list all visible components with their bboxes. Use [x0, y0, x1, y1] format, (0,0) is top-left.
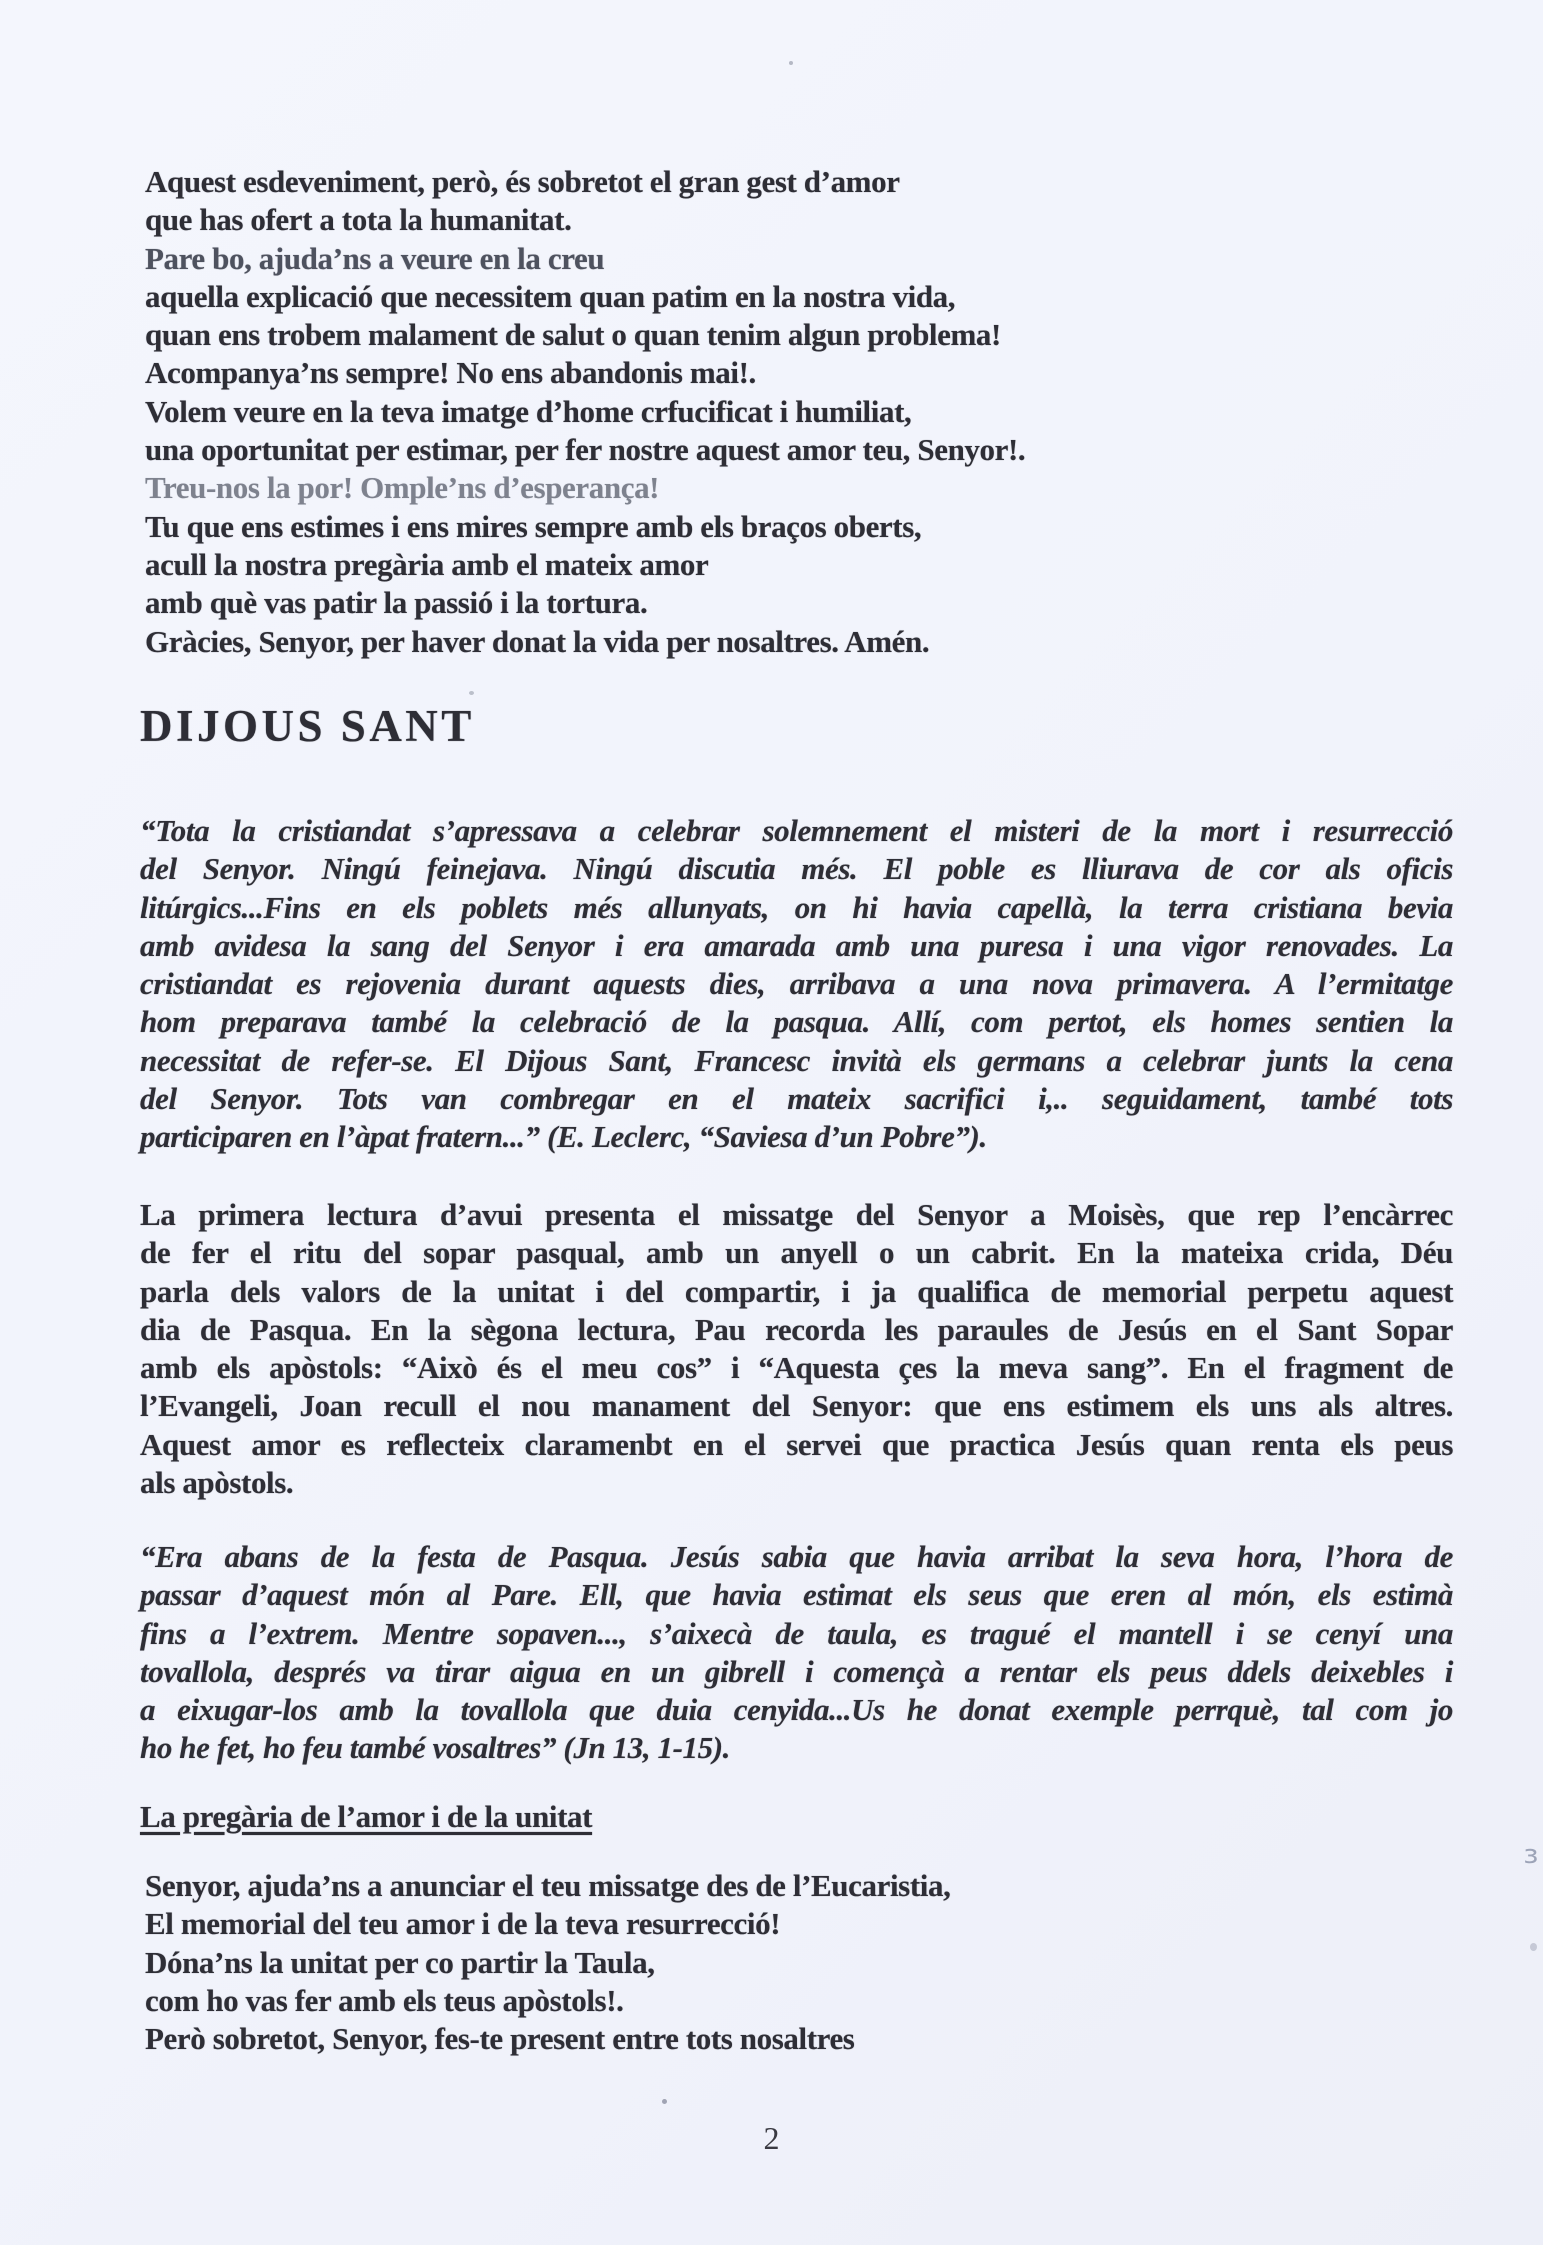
text-line: Gràcies, Senyor, per haver donat la vida per nosaltres. Amén. — [145, 623, 930, 659]
text-line: Senyor, ajuda’ns a anunciar el teu missatge des de l’Eucaristia, — [145, 1868, 951, 1903]
text-line: una oportunitat per estimar, per fer nostre aquest amor teu, Senyor!. — [145, 432, 1026, 468]
quote-line: ho he fet, ho feu també vosaltres” (Jn 13, 1-15). — [140, 1730, 731, 1766]
quote-line: “Era abans de la festa de Pasqua. Jesús sabia que havia arribat la seva hora, l’hora de — [140, 1539, 1453, 1574]
quote-line: participaren en l’àpat fratern...” (E. Leclerc, “Saviesa d’un Pobre”). — [140, 1119, 987, 1155]
scan-speck — [789, 61, 793, 65]
text-line: La primera lectura d’avui presenta el missatge del Senyor a Moisès, que rep l’encàrrec — [140, 1197, 1453, 1232]
text-line: l’Evangeli, Joan recull el nou manament del Senyor: que ens estimem els uns als altres. — [140, 1388, 1453, 1424]
text-line: Tu que ens estimes i ens mires sempre amb els braços oberts, — [145, 508, 922, 544]
text-line: Acompanya’ns sempre! No ens abandonis mai!. — [145, 355, 756, 391]
text-line: parla dels valors de la unitat i del compartir, i ja qualifica de memorial perpetu aquest — [140, 1273, 1453, 1309]
quote-line: tovallola, després va tirar aigua en un gibrell i començà a rentar els peus ddels deixebles i — [140, 1653, 1453, 1689]
quote-line: amb avidesa la sang del Senyor i era amarada amb una puresa i una vigor renovades. La — [140, 927, 1453, 963]
prayer-block-creu — [145, 163, 1475, 661]
scan-speck — [469, 691, 474, 695]
text-line: de fer el ritu del sopar pasqual, amb un anyell o un cabrit. En la mateixa crida, Déu — [140, 1235, 1453, 1271]
text-line: quan ens trobem malament de salut o quan tenim algun problema! — [145, 317, 1001, 353]
quote-block-leclerc — [140, 812, 1453, 1157]
quote-line: a eixugar-los amb la tovallola que duia cenyida...Us he donat exemple perrquè, tal com jo — [140, 1692, 1453, 1728]
text-line: Dóna’ns la unitat per co partir la Taula, — [145, 1944, 655, 1980]
scan-speck — [662, 2099, 667, 2104]
text-line: als apòstols. — [140, 1465, 294, 1501]
quote-line: “Tota la cristiandat s’apressava a celebrar solemnement el misteri de la mort i resurrecció — [140, 813, 1453, 848]
text-line: amb els apòstols: “Això és el meu cos” i “Aquesta çes la meva sang”. En el fragment de — [140, 1350, 1453, 1386]
text-line: Però sobretot, Senyor, fes-te present entre tots nosaltres — [145, 2021, 855, 2057]
text-line: Volem veure en la teva imatge d’home crfucificat i humiliat, — [145, 393, 912, 429]
quote-line: hom preparava també la celebració de la pasqua. Allí, com pertot, els homes sentien la — [140, 1004, 1453, 1040]
quote-line: litúrgics...Fins en els poblets més allunyats, on hi havia capellà, la terra cristiana bevia — [140, 889, 1453, 925]
text-line: que has ofert a tota la humanitat. — [145, 202, 572, 238]
text-line: aquella explicació que necessitem quan patim en la nostra vida, — [145, 278, 956, 314]
text-line: dia de Pasqua. En la sègona lectura, Pau recorda les paraules de Jesús en el Sant Sopar — [140, 1311, 1453, 1347]
prayer-block-unitat — [145, 1867, 1475, 2058]
scan-edge-mark: ɜ — [1523, 1840, 1539, 1870]
text-line: Aquest amor es reflecteix claramenbt en el servei que practica Jesús quan renta els peus — [140, 1426, 1453, 1462]
quote-block-evangeli — [140, 1538, 1453, 1768]
quote-line: cristiandat es rejovenia durant aquests dies, arribava a una nova primavera. A l’ermitatge — [140, 966, 1453, 1002]
scan-speck — [1530, 1943, 1537, 1951]
text-line: El memorial del teu amor i de la teva resurrecció! — [145, 1906, 781, 1942]
text-line: Aquest esdeveniment, però, és sobretot el gran gest d’amor — [145, 164, 900, 199]
quote-line: del Senyor. Tots van combregar en el mateix sacrifici i,.. seguidament, també tots — [140, 1081, 1453, 1117]
quote-line: fins a l’extrem. Mentre sopaven..., s’aixecà de taula, es tragué el mantell i se cenyí una — [140, 1615, 1453, 1651]
text-line: acull la nostra pregària amb el mateix amor — [145, 546, 709, 582]
quote-line: del Senyor. Ningú feinejava. Ningú discutia més. El poble es lliurava de cor als oficis — [140, 851, 1453, 887]
text-line: Pare bo, ajuda’ns a veure en la creu — [145, 240, 605, 276]
section-heading: DIJOUS SANT — [140, 701, 475, 751]
quote-line: necessitat de refer-se. El Dijous Sant, Francesc invità els germans a celebrar junts la cena — [140, 1042, 1453, 1078]
text-line: Treu-nos la por! Omple’ns d’esperança! — [145, 470, 660, 506]
quote-line: passar d’aquest món al Pare. Ell, que havia estimat els seus que eren al món, els estimà — [140, 1577, 1453, 1613]
text-line: com ho vas fer amb els teus apòstols!. — [145, 1982, 624, 2018]
page-number: 2 — [763, 2120, 780, 2156]
commentary-block — [140, 1196, 1453, 1502]
text-line: amb què vas patir la passió i la tortura. — [145, 585, 648, 621]
subsection-heading: La pregària de l’amor i de la unitat — [140, 1799, 593, 1834]
